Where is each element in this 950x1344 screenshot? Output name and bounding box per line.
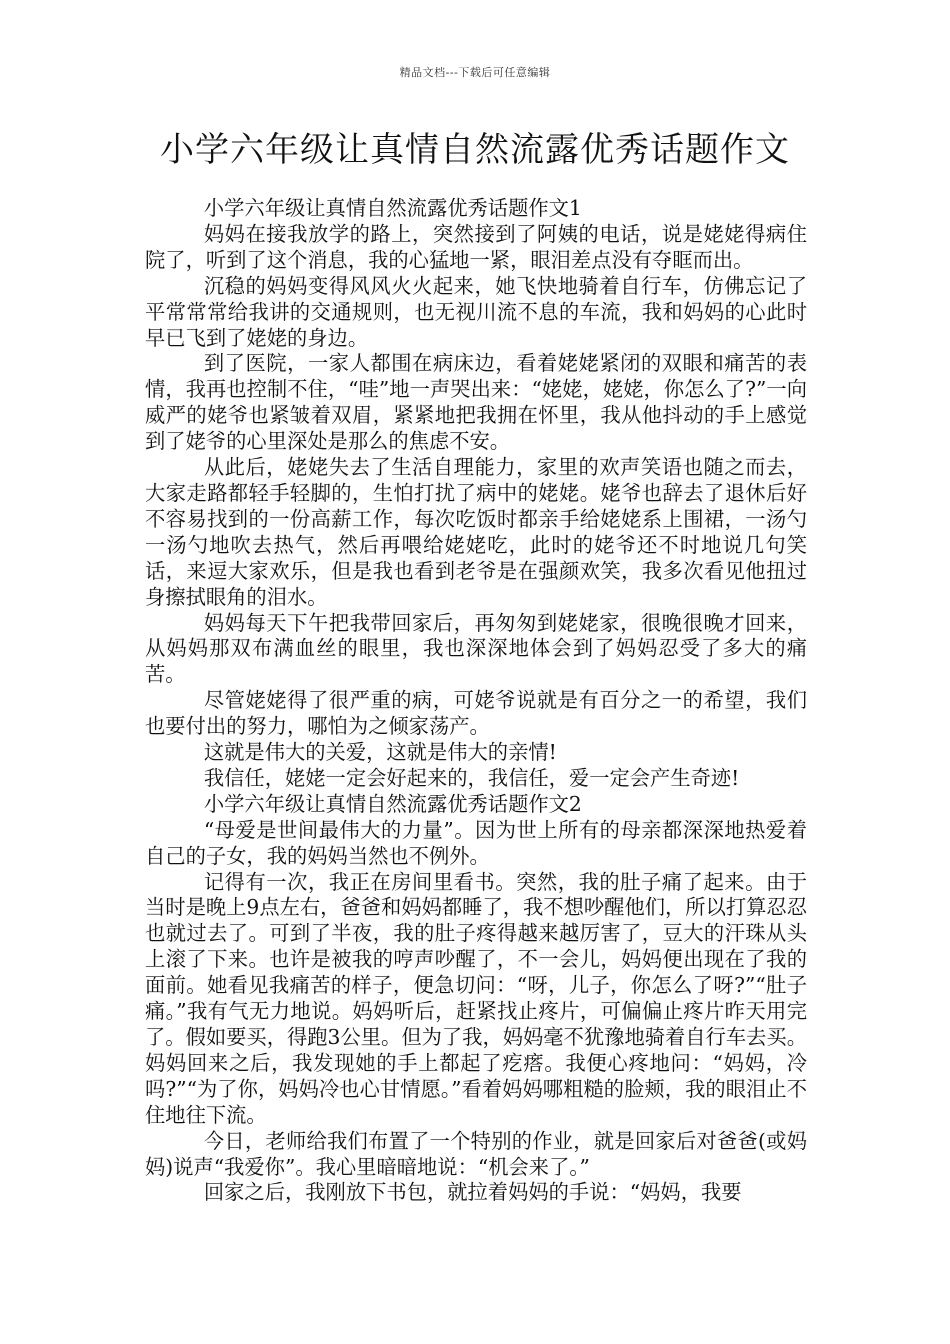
- body-paragraph: 到了医院，一家人都围在病床边，看着姥姥紧闭的双眼和痛苦的表情，我再也控制不住，“哇”地一声哭出来：“姥姥，姥姥，你怎么了?”一向威严的姥爷也紧皱着双眉，紧紧地把我拥在怀里，我从他抖动的手上感觉到了姥爷的心里深处是那么的焦虑不安。: [145, 351, 807, 454]
- body-paragraph: 尽管姥姥得了很严重的病，可姥爷说就是有百分之一的希望，我们也要付出的努力，哪怕为之倾家荡产。: [145, 688, 807, 739]
- body-paragraph: 妈妈每天下午把我带回家后，再匆匆到姥姥家，很晚很晚才回来，从妈妈那双布满血丝的眼里，我也深深地体会到了妈妈忍受了多大的痛苦。: [145, 610, 807, 687]
- body-paragraph: 沉稳的妈妈变得风风火火起来，她飞快地骑着自行车，仿佛忘记了平常常常给我讲的交通规则，也无视川流不息的车流，我和妈妈的心此时早已飞到了姥姥的身边。: [145, 273, 807, 350]
- body-paragraph: 记得有一次，我正在房间里看书。突然，我的肚子痛了起来。由于当时是晚上9点左右，爸爸和妈妈都睡了，我不想吵醒他们，所以打算忍忍也就过去了。可到了半夜，我的肚子疼得越来越厉害了，豆大的汗珠从头上滚了下来。也许是被我的哼声吵醒了，不一会儿，妈妈便出现在了我的面前。她看见我痛苦的样子，便急切问：“呀，儿子，你怎么了呀?”“肚子痛。”我有气无力地说。妈妈听后，赶紧找止疼片，可偏偏止疼片昨天用完了。假如要买，得跑3公里。但为了我，妈妈毫不犹豫地骑着自行车去买。妈妈回来之后，我发现她的手上都起了疙瘩。我便心疼地问：“妈妈，冷吗?”“为了你，妈妈冷也心甘情愿。”看着妈妈哪粗糙的脸颊，我的眼泪止不住地往下流。: [145, 869, 807, 1127]
- essay-1-heading: 小学六年级让真情自然流露优秀话题作文1: [203, 196, 582, 220]
- document-title: 小学六年级让真情自然流露优秀话题作文: [160, 130, 790, 170]
- body-paragraph: 今日，老师给我们布置了一个特别的作业，就是回家后对爸爸(或妈妈)说声“我爱你”。我心里暗暗地说：“机会来了。”: [145, 1128, 807, 1179]
- body-paragraph: 我信任，姥姥一定会好起来的，我信任，爱一定会产生奇迹!: [203, 765, 740, 790]
- body-paragraph: 妈妈在接我放学的路上，突然接到了阿姨的电话，说是姥姥得病住院了，听到了这个消息，我的心猛地一紧，眼泪差点没有夺眶而出。: [145, 221, 807, 272]
- document-body: [145, 196, 807, 1206]
- body-paragraph: 从此后，姥姥失去了生活自理能力，家里的欢声笑语也随之而去，大家走路都轻手轻脚的，生怕打扰了病中的姥姥。姥爷也辞去了退休后好不容易找到的一份高薪工作，每次吃饭时都亲手给姥姥系上围裙，一汤勺一汤勺地吹去热气，然后再喂给姥姥吃，此时的姥爷还不时地说几句笑话，来逗大家欢乐，但是我也看到老爷是在强颜欢笑，我多次看见他扭过身擦拭眼角的泪水。: [145, 455, 807, 609]
- essay-2-heading: 小学六年级让真情自然流露优秀话题作文2: [203, 791, 582, 816]
- body-paragraph: 回家之后，我刚放下书包，就拉着妈妈的手说：“妈妈，我要: [203, 1180, 742, 1205]
- header-note: 精品文档---下载后可任意编辑: [399, 66, 551, 79]
- body-paragraph: “母爱是世间最伟大的力量”。因为世上所有的母亲都深深地热爱着自己的子女，我的妈妈当然也不例外。: [145, 817, 807, 868]
- body-paragraph: 这就是伟大的关爱，这就是伟大的亲情!: [203, 740, 557, 765]
